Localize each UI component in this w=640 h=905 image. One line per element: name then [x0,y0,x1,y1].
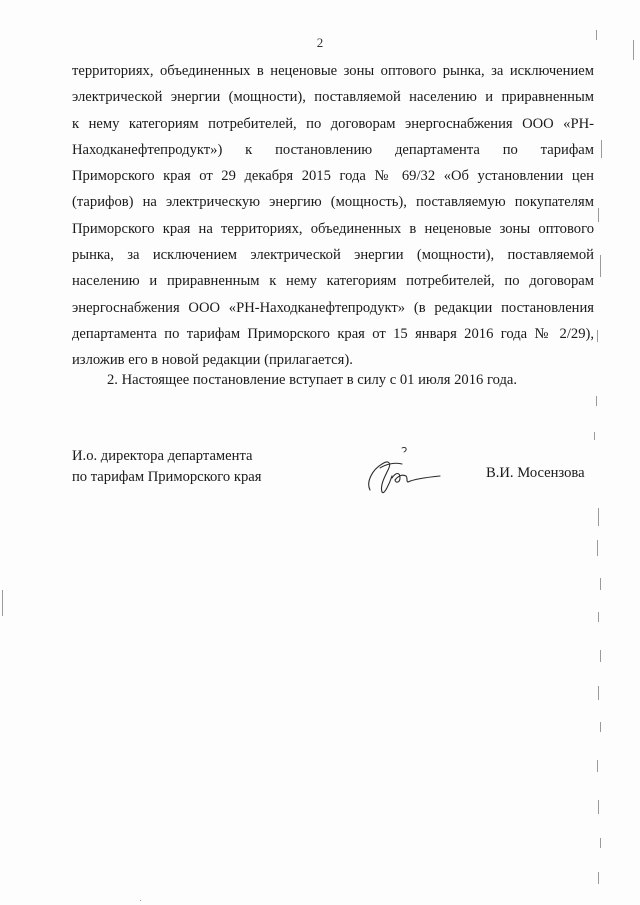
paragraph-2: 2. Настоящее постановление вступает в силу с 01 июля 2016 года. [107,372,517,388]
scan-artifact-line [633,40,634,60]
scan-artifact-line [598,872,599,884]
paragraph-1-line: Приморского края на территориях, объединенных в неценовые зоны оптового [72,220,594,237]
paragraph-1 [72,58,594,374]
scan-artifact-line [2,590,3,616]
scan-artifact-line [600,578,601,590]
scan-artifact-line [600,838,601,848]
paragraph-1-line: Находканефтепродукт») к постановлению департамента по тарифам [72,141,594,158]
paragraph-1-line: (тарифов) на электрическую энергию (мощность), поставляемую покупателям [72,194,594,211]
signatory-title-line-2: по тарифам Приморского края [72,469,262,485]
paragraph-1-line: к нему категориям потребителей, по договорам энергоснабжения ООО «РН- [72,115,594,132]
signatory-name: В.И. Мосензова [486,465,585,481]
scan-artifact-line [598,612,599,622]
handwritten-signature [362,442,442,502]
paragraph-1-line: населению и приравненным к нему категориям потребителей, по договорам [72,273,594,290]
paragraph-1-line: рынка, за исключением электрической энергии (мощности), поставляемой [72,247,594,264]
scan-artifact-line [598,208,599,222]
scan-artifact-line [597,760,598,772]
scan-artifact-line [597,540,598,556]
signatory-title [72,446,261,488]
scan-artifact-line [600,650,601,662]
scan-artifact-line [596,396,597,406]
paragraph-1-line: территориях, объединенных в неценовые зоны оптового рынка, за исключением [72,63,594,79]
scan-artifact-line [598,686,599,700]
scan-artifact-line [601,140,602,158]
scan-artifact-line [140,900,141,901]
scan-artifact-line [600,722,601,732]
scan-artifact-line [600,255,601,277]
paragraph-1-line: департамента по тарифам Приморского края от 15 января 2016 года № 2/29), [72,325,594,342]
paragraph-1-line: энергоснабжения ООО «РН-Находканефтепродукт» (в редакции постановления [72,299,594,316]
scan-artifact-line [597,330,598,342]
page-number: 2 [316,35,324,50]
scan-artifact-line [596,30,597,40]
scan-artifact-line [594,432,595,440]
scan-artifact-line [598,800,599,814]
signatory-title-line-1: И.о. директора департамента [72,448,253,464]
paragraph-1-line: Приморского края от 29 декабря 2015 года № 69/32 «Об установлении цен [72,168,594,185]
paragraph-1-line: электрической энергии (мощности), поставляемой населению и приравненным [72,89,594,106]
paragraph-1-line: изложив его в новой редакции (прилагается). [72,352,353,369]
scan-artifact-line [598,508,599,526]
